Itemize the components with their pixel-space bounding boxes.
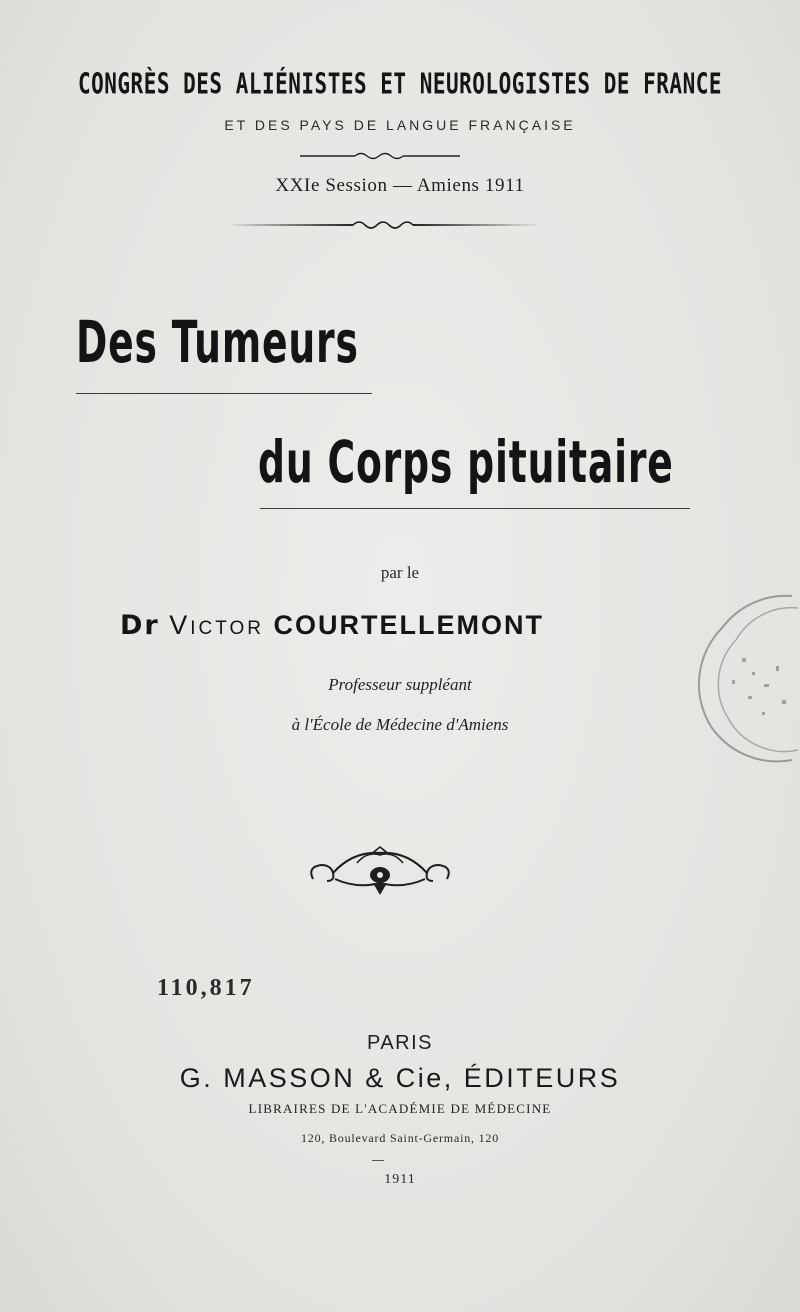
- title-line-1: Des Tumeurs: [76, 308, 359, 376]
- library-stamp-icon: [692, 588, 800, 768]
- title-line-2: du Corps pituitaire: [258, 428, 674, 496]
- byline-par: par le: [380, 563, 420, 582]
- author-name: [120, 610, 544, 641]
- author-institution: à l'École de Médecine d'Amiens: [291, 715, 509, 734]
- title-rule-1: [76, 393, 372, 394]
- long-ornament-rule-icon: [228, 218, 542, 232]
- year-rule: [372, 1160, 384, 1161]
- small-ornament-rule-icon: [300, 150, 460, 162]
- congress-heading: CONGRÈS DES ALIÉNISTES ET NEUROLOGISTES DE FRANCE: [77, 68, 722, 101]
- author-role: Professeur suppléant: [328, 675, 472, 694]
- author-prefix: Dr: [120, 610, 160, 641]
- publisher-description: LIBRAIRES DE L'ACADÉMIE DE MÉDECINE: [248, 1101, 552, 1116]
- author-last-name: COURTELLEMONT: [273, 610, 545, 640]
- library-accession-number: 110,817: [157, 975, 255, 1001]
- title-rule-2: [260, 508, 690, 509]
- publisher-city: PARIS: [366, 1032, 434, 1054]
- publication-year: 1911: [384, 1172, 416, 1187]
- author-first-name: Victor: [169, 610, 265, 640]
- session-line: XXIe Session — Amiens 1911: [275, 175, 525, 196]
- publisher-name: G. MASSON & Cie, ÉDITEURS: [179, 1063, 621, 1093]
- fleuron-ornament-icon: [305, 845, 455, 900]
- congress-subheading: ET DES PAYS DE LANGUE FRANÇAISE: [224, 117, 576, 133]
- publisher-address: 120, Boulevard Saint-Germain, 120: [300, 1131, 500, 1145]
